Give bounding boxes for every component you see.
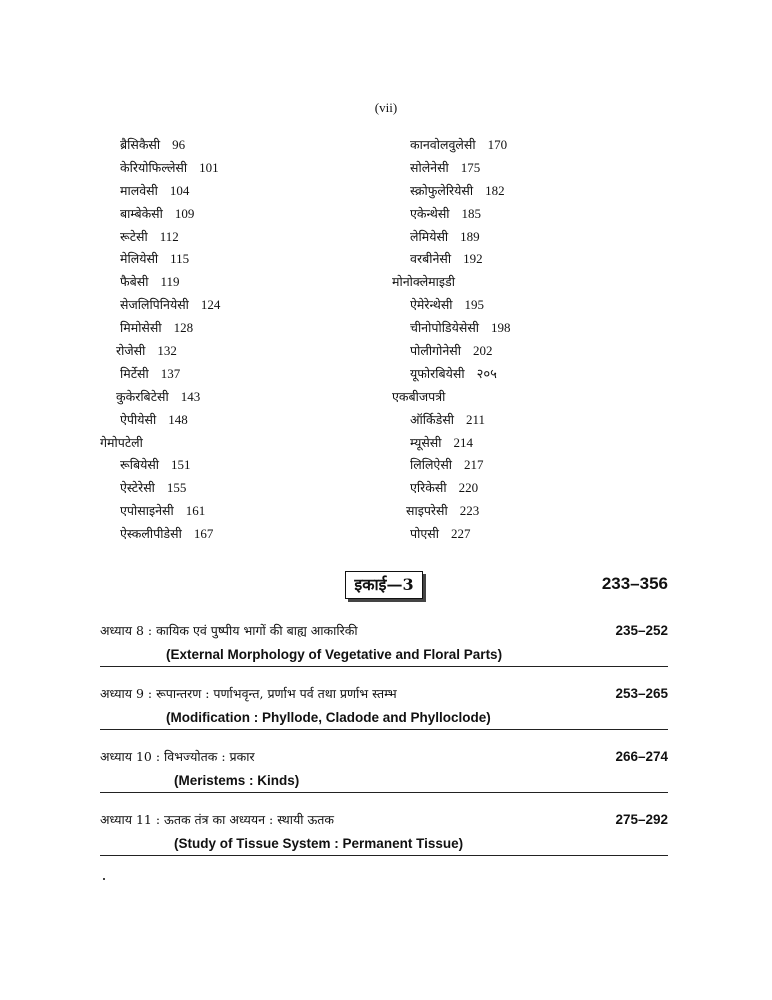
entry-name: ऐस्टेरेसी bbox=[120, 480, 155, 496]
entry-page-number: 223 bbox=[459, 503, 480, 519]
entry-name: लिलिऐसी bbox=[410, 457, 453, 473]
toc-entry[interactable] bbox=[392, 523, 511, 546]
entry-name: एकेन्थेसी bbox=[410, 205, 450, 221]
chapter-11[interactable] bbox=[100, 811, 668, 856]
toc-entry[interactable] bbox=[100, 386, 220, 409]
entry-name: चीनोपोडियेसेसी bbox=[410, 320, 480, 336]
toc-entry[interactable] bbox=[392, 134, 511, 157]
chapter-pages: 275–292 bbox=[615, 812, 668, 827]
toc-entry[interactable] bbox=[100, 340, 220, 363]
entry-name: ऑर्किडेसी bbox=[410, 411, 455, 427]
chapter-divider bbox=[100, 855, 668, 856]
entry-page-number: 143 bbox=[180, 388, 201, 404]
entry-name: रूबियेसी bbox=[120, 457, 160, 473]
toc-group-heading bbox=[392, 271, 511, 294]
entry-name: एकबीजपत्री bbox=[392, 388, 446, 404]
toc-entry[interactable] bbox=[392, 226, 511, 249]
chapter-pages: 235–252 bbox=[615, 623, 668, 638]
entry-name: कानवोलवुलेसी bbox=[410, 137, 476, 152]
toc-group-heading bbox=[392, 386, 511, 409]
toc-entry[interactable] bbox=[392, 340, 511, 363]
entry-page-number: 109 bbox=[174, 205, 195, 221]
entry-page-number: 227 bbox=[450, 526, 471, 542]
toc-entry[interactable] bbox=[392, 180, 511, 203]
toc-entry[interactable] bbox=[100, 409, 220, 432]
toc-entry[interactable] bbox=[100, 157, 220, 180]
toc-entry[interactable] bbox=[100, 523, 220, 546]
toc-entry[interactable] bbox=[392, 248, 511, 271]
entry-page-number: 170 bbox=[487, 137, 508, 152]
chapter-divider bbox=[100, 666, 668, 667]
toc-entry[interactable] bbox=[392, 157, 511, 180]
entry-name: मिर्टेसी bbox=[120, 365, 149, 381]
chapter-label: अध्याय 10 : विभज्योतक : प्रकार bbox=[100, 749, 255, 764]
toc-entry[interactable] bbox=[392, 363, 511, 386]
entry-name: स्क्रोफुलेरियेसी bbox=[410, 182, 474, 198]
entry-page-number: 148 bbox=[168, 411, 188, 427]
entry-page-number: 128 bbox=[173, 320, 194, 336]
toc-entry[interactable] bbox=[100, 271, 220, 294]
chapter-english-title: (External Morphology of Vegetative and Floral Parts) bbox=[166, 647, 503, 662]
chapter-10[interactable] bbox=[100, 748, 668, 793]
entry-page-number: 195 bbox=[464, 297, 485, 313]
entry-page-number: 214 bbox=[453, 434, 473, 450]
entry-page-number: 192 bbox=[463, 251, 483, 267]
entry-name: केरियोफिल्लेसी bbox=[120, 159, 188, 175]
entry-name: एपोसाइनेसी bbox=[120, 503, 174, 519]
toc-entry[interactable] bbox=[100, 248, 220, 271]
entry-page-number: 220 bbox=[458, 480, 479, 496]
entry-name: साइपरेसी bbox=[406, 503, 448, 519]
entry-name: म्यूसेसी bbox=[410, 434, 442, 450]
entry-page-number: 182 bbox=[485, 182, 505, 198]
toc-entry[interactable] bbox=[100, 203, 220, 226]
entry-page-number: 167 bbox=[193, 526, 214, 542]
entry-name: पोलीगोनेसी bbox=[410, 343, 461, 359]
entry-page-number: 104 bbox=[169, 182, 190, 198]
entry-name: ऐस्कलीपीडेसी bbox=[120, 526, 182, 542]
entry-page-number: 189 bbox=[460, 228, 480, 244]
entry-name: फैबेसी bbox=[120, 274, 149, 290]
entry-name: एरिकेसी bbox=[410, 480, 447, 496]
toc-entry[interactable] bbox=[100, 477, 220, 500]
entry-name: मालवेसी bbox=[120, 182, 158, 198]
entry-name: बाम्बेकेसी bbox=[120, 205, 163, 221]
entry-page-number: २०५ bbox=[476, 365, 497, 381]
entry-name: पोएसी bbox=[410, 526, 439, 542]
toc-entry[interactable] bbox=[392, 203, 511, 226]
toc-entry[interactable] bbox=[100, 317, 220, 340]
entry-name: ऐपीयेसी bbox=[120, 411, 157, 427]
toc-entry[interactable] bbox=[100, 363, 220, 386]
chapter-divider bbox=[100, 792, 668, 793]
entry-page-number: 198 bbox=[491, 320, 511, 336]
toc-entry[interactable] bbox=[392, 317, 511, 340]
unit-page-range: 233–356 bbox=[601, 574, 668, 593]
toc-entry[interactable] bbox=[392, 477, 511, 500]
entry-name: रोजेसी bbox=[116, 343, 146, 359]
chapter-pages: 253–265 bbox=[615, 686, 668, 701]
entry-name: यूफोरबियेसी bbox=[410, 365, 465, 381]
toc-entry[interactable] bbox=[392, 454, 511, 477]
entry-page-number: 202 bbox=[472, 343, 493, 359]
toc-entry[interactable] bbox=[100, 180, 220, 203]
chapter-label: अध्याय 8 : कायिक एवं पुष्पीय भागों की बाह्य आकारिकी bbox=[100, 623, 358, 638]
entry-page-number: 132 bbox=[157, 343, 177, 359]
toc-left-column bbox=[100, 134, 220, 546]
entry-page-number: 124 bbox=[200, 297, 221, 313]
chapter-divider bbox=[100, 729, 668, 730]
toc-entry[interactable] bbox=[100, 134, 220, 157]
entry-page-number: 211 bbox=[466, 411, 486, 427]
toc-entry[interactable] bbox=[100, 294, 220, 317]
entry-name: लेमियेसी bbox=[410, 228, 449, 244]
chapter-english-title: (Meristems : Kinds) bbox=[174, 773, 300, 788]
entry-page-number: 217 bbox=[464, 457, 484, 473]
unit-heading-box: इकाई—3 bbox=[345, 571, 423, 599]
chapter-label: अध्याय 9 : रूपान्तरण : पर्णाभवृन्त, प्रर्णाभ पर्व तथा प्रर्णाभ स्तम्भ bbox=[100, 686, 397, 701]
entry-page-number: 155 bbox=[166, 480, 187, 496]
entry-page-number: 101 bbox=[199, 159, 219, 175]
toc-right-column bbox=[392, 134, 511, 546]
chapter-9[interactable] bbox=[100, 685, 668, 730]
entry-page-number: 161 bbox=[185, 503, 206, 519]
toc-group-heading bbox=[100, 432, 220, 455]
toc-entry[interactable] bbox=[392, 432, 511, 455]
entry-page-number: 112 bbox=[159, 228, 179, 244]
entry-name: ऐमेरेन्थेसी bbox=[410, 297, 453, 313]
entry-name: कुकेरबिटेसी bbox=[116, 388, 169, 404]
toc-entry[interactable] bbox=[392, 294, 511, 317]
entry-name: सोलेनेसी bbox=[410, 159, 449, 175]
entry-page-number: 175 bbox=[460, 159, 481, 175]
entry-page-number: 115 bbox=[170, 251, 190, 267]
toc-entry[interactable] bbox=[100, 500, 220, 523]
chapter-8[interactable] bbox=[100, 622, 668, 667]
page-number: (vii) bbox=[374, 100, 398, 115]
entry-page-number: 119 bbox=[160, 274, 180, 290]
stray-mark bbox=[103, 878, 105, 880]
entry-name: ब्रैसिकैसी bbox=[120, 137, 161, 152]
chapter-english-title: (Study of Tissue System : Permanent Tissue) bbox=[174, 836, 464, 851]
chapter-english-title: (Modification : Phyllode, Cladode and Phylloclode) bbox=[166, 710, 491, 725]
toc-entry[interactable] bbox=[392, 409, 511, 432]
entry-name: रूटेसी bbox=[120, 228, 148, 244]
entry-page-number: 96 bbox=[172, 137, 186, 152]
entry-name: गेमोपटेली bbox=[100, 434, 143, 450]
entry-name: वरबीनेसी bbox=[410, 251, 452, 267]
entry-name: सेजलिपिनियेसी bbox=[120, 297, 189, 313]
chapter-pages: 266–274 bbox=[615, 749, 668, 764]
toc-entry[interactable] bbox=[100, 226, 220, 249]
entry-name: मोनोक्लेमाइडी bbox=[392, 274, 455, 290]
chapter-label: अध्याय 11 : ऊतक तंत्र का अध्ययन : स्थायी ऊतक bbox=[100, 812, 335, 827]
entry-page-number: 151 bbox=[171, 457, 191, 473]
entry-page-number: 185 bbox=[461, 205, 482, 221]
entry-name: मेलियेसी bbox=[120, 251, 159, 267]
entry-name: मिमोसेसी bbox=[120, 320, 162, 336]
toc-entry[interactable] bbox=[392, 500, 511, 523]
entry-page-number: 137 bbox=[160, 365, 181, 381]
toc-entry[interactable] bbox=[100, 454, 220, 477]
